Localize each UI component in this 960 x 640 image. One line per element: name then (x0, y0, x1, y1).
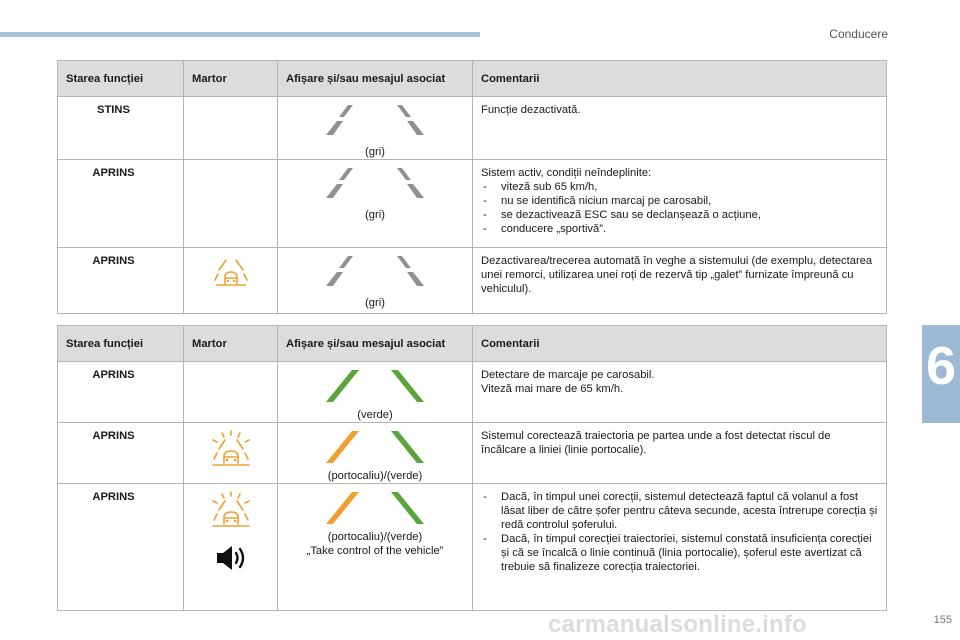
header-display: Afișare și/sau mesajul asociat (278, 326, 473, 362)
comment-cell: Sistemul corectează traiectoria pe partea unde a fost detectat riscul de încălcare a liniei (linie portocalie). (473, 423, 887, 484)
list-item: - viteză sub 65 km/h, (481, 180, 878, 194)
list-item: - se dezactivează ESC sau se declanșează o acțiune, (481, 208, 878, 222)
indicator-cell (184, 160, 278, 248)
display-cell (278, 484, 473, 611)
comment-line: Viteză mai mare de 65 km/h. (481, 383, 624, 395)
list-item: - nu se identifică niciun marcaj pe carosabil, (481, 194, 878, 208)
state-cell: APRINS (58, 484, 184, 611)
list-item: - conducere „sportivă”. (481, 222, 878, 236)
header-indicator: Martor (184, 326, 278, 362)
indicator-cell (184, 484, 278, 611)
display-caption: (gri) (365, 209, 385, 221)
comment-cell (473, 160, 887, 248)
display-caption: (gri) (365, 297, 385, 309)
lane-lines-green-icon (325, 370, 425, 402)
header-accent-bar (0, 32, 480, 37)
table-row (58, 97, 887, 160)
watermark: carmanualsonline.info (548, 611, 807, 638)
comment-cell: Dezactivarea/trecerea automată în veghe a sistemului (de exemplu, detectarea unei remorci, utilizarea unei roți de rezervă tip „galet” furnizate împreună cu vehiculul). (473, 248, 887, 314)
display-cell (278, 248, 473, 314)
display-cell (278, 97, 473, 160)
comment-intro: Sistem activ, condiții neîndeplinite: (481, 167, 652, 179)
comment-list (481, 490, 878, 574)
lane-lines-orange-green-icon (325, 431, 425, 463)
lane-assist-active-orange-icon (208, 491, 254, 529)
page-number: 155 (933, 614, 952, 626)
section-title: Conducere (829, 27, 888, 41)
status-table-2 (57, 325, 887, 611)
header-comments: Comentarii (473, 326, 887, 362)
display-message: „Take control of the vehicle” (306, 545, 444, 557)
condition-list (481, 180, 878, 236)
comment-cell: Funcție dezactivată. (473, 97, 887, 160)
header-indicator: Martor (184, 61, 278, 97)
comment-line: Detectare de marcaje pe carosabil. (481, 369, 655, 381)
lane-assist-warning-orange-icon (214, 258, 248, 288)
status-table-1 (57, 60, 887, 314)
table-row (58, 160, 887, 248)
indicator-cell (184, 362, 278, 423)
comment-cell (473, 484, 887, 611)
indicator-cell (184, 97, 278, 160)
table-row (58, 248, 887, 314)
header-state: Starea funcției (58, 61, 184, 97)
chapter-tab[interactable] (922, 325, 960, 423)
lane-assist-active-orange-icon (208, 430, 254, 468)
table-header-row (58, 326, 887, 362)
indicator-cell (184, 423, 278, 484)
table-row (58, 423, 887, 484)
indicator-cell (184, 248, 278, 314)
audible-alert-speaker-icon (211, 543, 251, 573)
table-row (58, 362, 887, 423)
state-cell: APRINS (58, 160, 184, 248)
lane-lines-grey-icon (325, 256, 425, 290)
lane-lines-grey-icon (325, 105, 425, 139)
table-row (58, 484, 887, 611)
display-cell (278, 160, 473, 248)
header-comments: Comentarii (473, 61, 887, 97)
state-cell: APRINS (58, 248, 184, 314)
display-cell (278, 423, 473, 484)
comment-cell (473, 362, 887, 423)
state-cell: APRINS (58, 362, 184, 423)
state-cell: STINS (58, 97, 184, 160)
state-cell: APRINS (58, 423, 184, 484)
table-header-row (58, 61, 887, 97)
display-caption: (gri) (365, 146, 385, 158)
lane-lines-orange-green-icon (325, 492, 425, 524)
display-cell (278, 362, 473, 423)
list-item: - Dacă, în timpul unei corecții, sistemul detectează faptul că volanul a fost lăsat liber de către șofer pentru câteva secunde, acesta întrerupe corecția și redă controlul șoferului. (481, 490, 878, 532)
display-caption: (portocaliu)/(verde) (327, 531, 423, 543)
header-state: Starea funcției (58, 326, 184, 362)
lane-lines-grey-icon (325, 168, 425, 202)
list-item: - Dacă, în timpul corecției traiectoriei, sistemul constată insuficiența corecției și că se încalcă o linie continuă (linia portocalie), șoferul este avertizat că trebuie să finalizeze corecția traiectoriei. (481, 532, 878, 574)
header-display: Afișare și/sau mesajul asociat (278, 61, 473, 97)
display-caption: (verde) (357, 409, 393, 421)
chapter-number: 6 (925, 336, 957, 396)
display-caption: (portocaliu)/(verde) (327, 470, 423, 482)
